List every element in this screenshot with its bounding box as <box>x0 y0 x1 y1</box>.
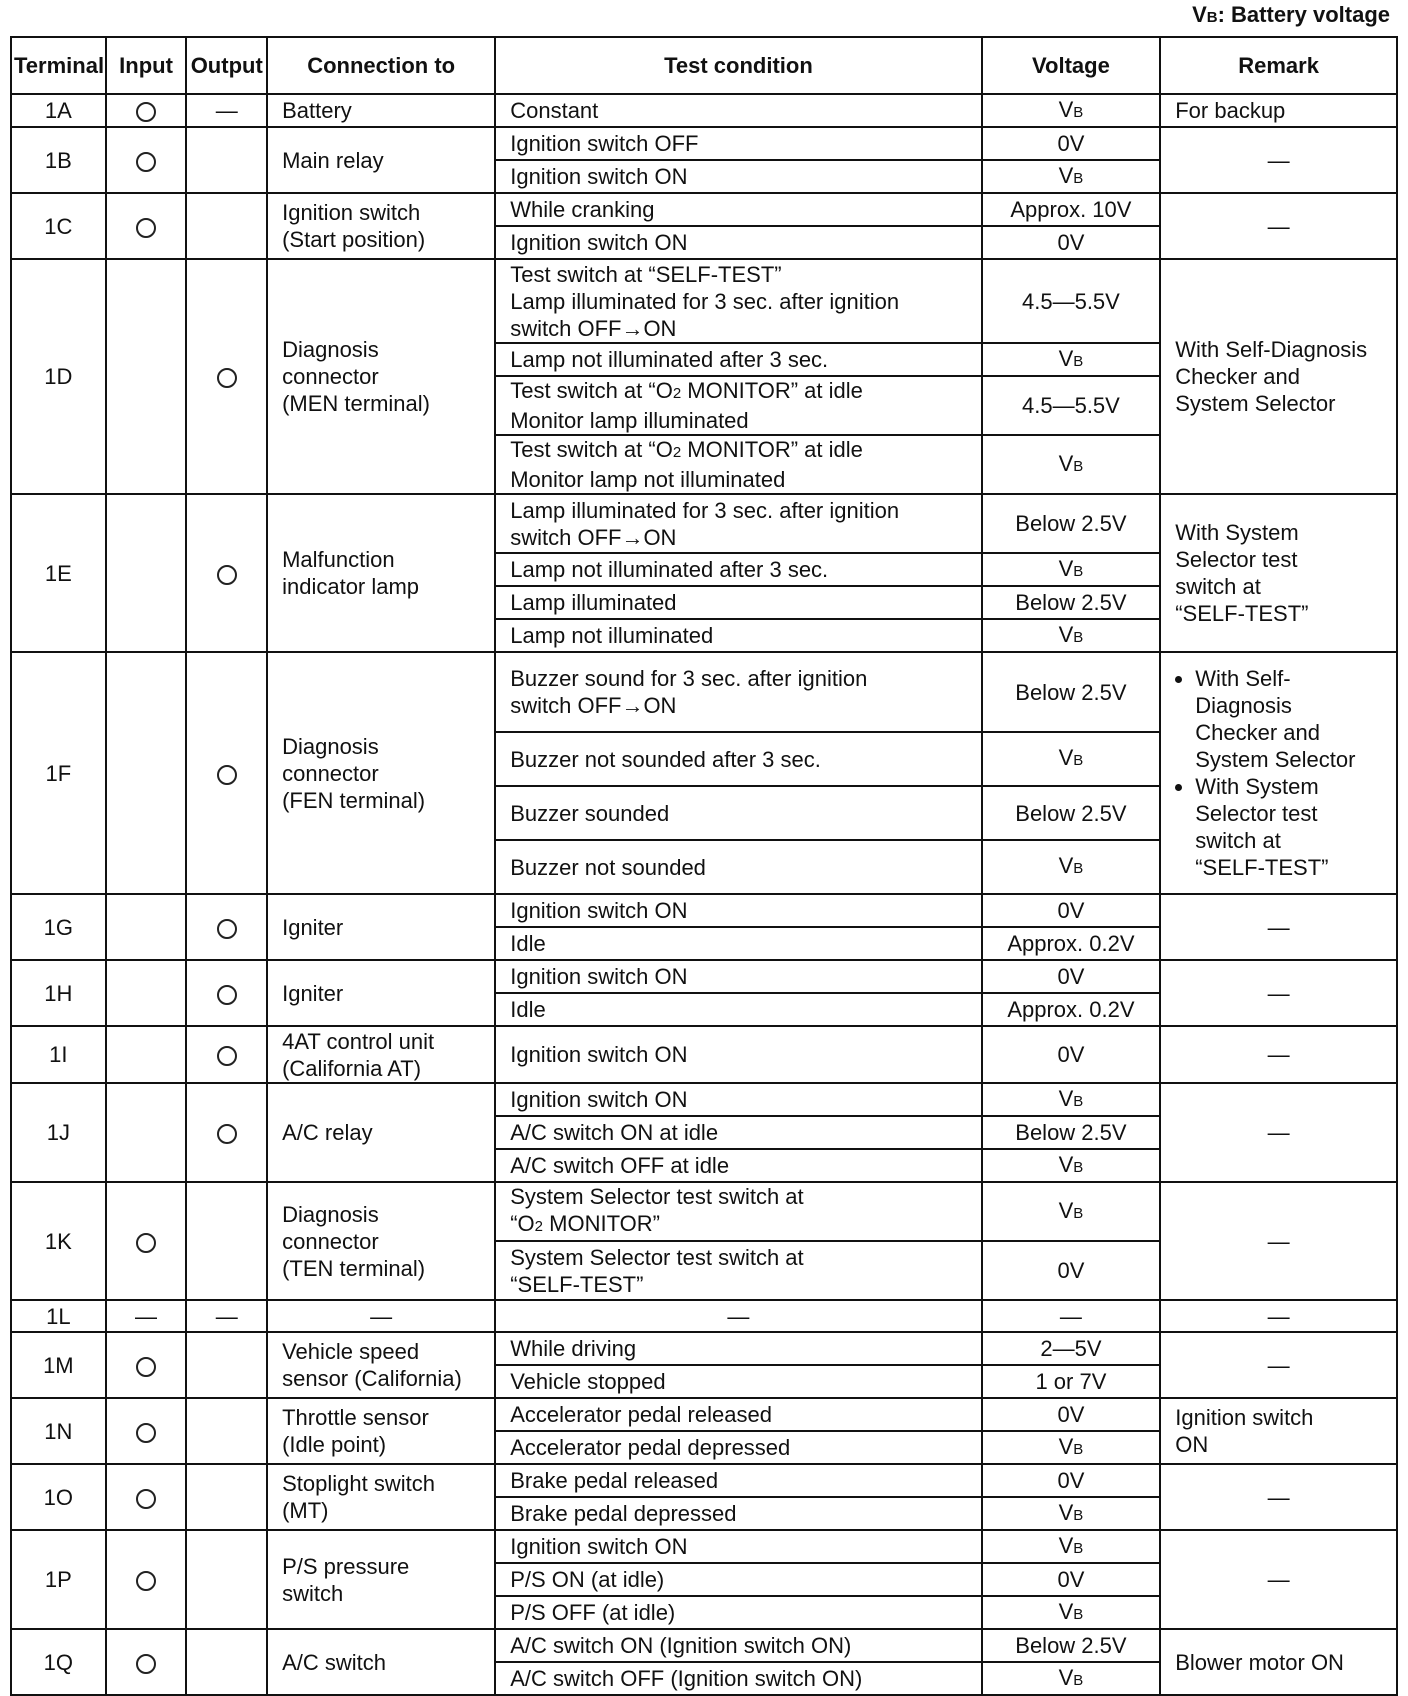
test-condition-cell: A/C switch OFF (Ignition switch ON) <box>495 1662 981 1695</box>
test-condition-cell: Constant <box>495 94 981 127</box>
input-cell: — <box>106 1300 187 1332</box>
output-circle-icon <box>217 919 237 939</box>
voltage-cell: 1 or 7V <box>982 1365 1161 1398</box>
input-cell <box>106 894 187 960</box>
test-condition-cell: While cranking <box>495 193 981 226</box>
input-cell <box>106 1026 187 1083</box>
test-condition-cell: Lamp illuminated <box>495 586 981 619</box>
input-cell <box>106 1464 187 1530</box>
output-cell <box>186 1332 267 1398</box>
input-cell <box>106 1629 187 1695</box>
test-condition-cell: Ignition switch ON <box>495 894 981 927</box>
connection-cell: — <box>267 1300 495 1332</box>
connection-cell: Igniter <box>267 894 495 960</box>
test-condition-cell: Lamp not illuminated <box>495 619 981 652</box>
header-voltage: Voltage <box>982 37 1161 94</box>
voltage-cell: VB <box>982 553 1161 586</box>
output-circle-icon <box>217 765 237 785</box>
voltage-cell: VB <box>982 619 1161 652</box>
test-condition-cell: Brake pedal depressed <box>495 1497 981 1530</box>
header-remark: Remark <box>1160 37 1397 94</box>
input-cell <box>106 94 187 127</box>
input-cell <box>106 1398 187 1464</box>
connection-cell: 4AT control unit (California AT) <box>267 1026 495 1083</box>
voltage-cell: VB <box>982 840 1161 894</box>
test-condition-cell: Vehicle stopped <box>495 1365 981 1398</box>
remark-cell: — <box>1160 1464 1397 1530</box>
terminal-cell: 1N <box>11 1398 106 1464</box>
table-row <box>11 494 1397 553</box>
header-connection: Connection to <box>267 37 495 94</box>
output-cell <box>186 960 267 1026</box>
input-circle-icon <box>136 152 156 172</box>
remark-cell: — <box>1160 960 1397 1026</box>
remark-cell: Ignition switch ON <box>1160 1398 1397 1464</box>
test-condition-cell: System Selector test switch at “SELF-TEST” <box>495 1241 981 1300</box>
remark-cell <box>1160 652 1397 894</box>
test-condition-cell: Ignition switch ON <box>495 1083 981 1116</box>
remark-cell: — <box>1160 1300 1397 1332</box>
table-row <box>11 94 1397 127</box>
connection-cell: Diagnosis connector (MEN terminal) <box>267 259 495 494</box>
table-row <box>11 652 1397 732</box>
voltage-cell: Approx. 0.2V <box>982 927 1161 960</box>
voltage-cell: 2—5V <box>982 1332 1161 1365</box>
test-condition-cell: Idle <box>495 927 981 960</box>
terminal-cell: 1F <box>11 652 106 894</box>
table-row <box>11 960 1397 993</box>
output-cell <box>186 652 267 894</box>
output-circle-icon <box>217 1124 237 1144</box>
test-condition-cell: A/C switch ON at idle <box>495 1116 981 1149</box>
input-circle-icon <box>136 1357 156 1377</box>
terminal-cell: 1A <box>11 94 106 127</box>
connection-cell: Diagnosis connector (TEN terminal) <box>267 1182 495 1300</box>
voltage-cell: 0V <box>982 1241 1161 1300</box>
header-input: Input <box>106 37 187 94</box>
output-circle-icon <box>217 985 237 1005</box>
table-row <box>11 1300 1397 1332</box>
header-output: Output <box>186 37 267 94</box>
voltage-cell: VB <box>982 1149 1161 1182</box>
output-cell <box>186 1026 267 1083</box>
input-cell <box>106 1083 187 1182</box>
test-condition-cell: Lamp not illuminated after 3 sec. <box>495 553 981 586</box>
input-circle-icon <box>136 1233 156 1253</box>
connection-cell: Igniter <box>267 960 495 1026</box>
remark-cell: — <box>1160 1083 1397 1182</box>
output-cell <box>186 1398 267 1464</box>
terminal-cell: 1B <box>11 127 106 193</box>
test-condition-cell: While driving <box>495 1332 981 1365</box>
input-circle-icon <box>136 1423 156 1443</box>
voltage-cell: 0V <box>982 1398 1161 1431</box>
voltage-cell: Below 2.5V <box>982 586 1161 619</box>
output-cell <box>186 1182 267 1300</box>
output-circle-icon <box>217 565 237 585</box>
input-circle-icon <box>136 1654 156 1674</box>
table-row <box>11 1629 1397 1662</box>
terminal-cell: 1Q <box>11 1629 106 1695</box>
test-condition-cell: Ignition switch ON <box>495 1530 981 1563</box>
remark-cell: — <box>1160 894 1397 960</box>
voltage-cell: 0V <box>982 894 1161 927</box>
test-condition-cell: — <box>495 1300 981 1332</box>
voltage-cell: VB <box>982 1530 1161 1563</box>
terminal-cell: 1K <box>11 1182 106 1300</box>
terminal-cell: 1J <box>11 1083 106 1182</box>
test-condition-cell: Brake pedal released <box>495 1464 981 1497</box>
output-cell <box>186 127 267 193</box>
test-condition-cell: Ignition switch OFF <box>495 127 981 160</box>
table-row <box>11 1182 1397 1241</box>
voltage-cell: VB <box>982 1662 1161 1695</box>
voltage-cell: 0V <box>982 127 1161 160</box>
input-circle-icon <box>136 1489 156 1509</box>
input-cell <box>106 259 187 494</box>
output-circle-icon <box>217 368 237 388</box>
voltage-cell: — <box>982 1300 1161 1332</box>
remark-cell: — <box>1160 193 1397 259</box>
voltage-legend: VB: Battery voltage <box>1192 2 1390 27</box>
remark-cell: — <box>1160 127 1397 193</box>
connection-cell: Diagnosis connector (FEN terminal) <box>267 652 495 894</box>
input-cell <box>106 494 187 652</box>
connection-cell: Ignition switch (Start position) <box>267 193 495 259</box>
voltage-cell: Below 2.5V <box>982 494 1161 553</box>
voltage-cell: VB <box>982 94 1161 127</box>
test-condition-cell: Accelerator pedal released <box>495 1398 981 1431</box>
test-condition-cell: Test switch at “O2 MONITOR” at idle Monitor lamp not illuminated <box>495 435 981 494</box>
voltage-cell: Below 2.5V <box>982 1116 1161 1149</box>
voltage-cell: Below 2.5V <box>982 1629 1161 1662</box>
connection-cell: P/S pressure switch <box>267 1530 495 1629</box>
output-cell <box>186 259 267 494</box>
test-condition-cell: Lamp illuminated for 3 sec. after ignition switch OFF→ON <box>495 494 981 553</box>
test-condition-cell: A/C switch ON (Ignition switch ON) <box>495 1629 981 1662</box>
table-row <box>11 259 1397 343</box>
connection-cell: Battery <box>267 94 495 127</box>
remark-cell: — <box>1160 1182 1397 1300</box>
test-condition-cell: Idle <box>495 993 981 1026</box>
terminal-cell: 1L <box>11 1300 106 1332</box>
test-condition-cell: Lamp not illuminated after 3 sec. <box>495 343 981 376</box>
input-circle-icon <box>136 102 156 122</box>
voltage-cell: Approx. 10V <box>982 193 1161 226</box>
table-row <box>11 1398 1397 1431</box>
test-condition-cell: Accelerator pedal depressed <box>495 1431 981 1464</box>
input-cell <box>106 127 187 193</box>
terminal-cell: 1I <box>11 1026 106 1083</box>
terminal-cell: 1M <box>11 1332 106 1398</box>
input-cell <box>106 1530 187 1629</box>
connection-cell: A/C switch <box>267 1629 495 1695</box>
output-circle-icon <box>217 1046 237 1066</box>
output-cell <box>186 1530 267 1629</box>
connection-cell: Vehicle speed sensor (California) <box>267 1332 495 1398</box>
remark-item: • With Self- Diagnosis Checker and System Selector <box>1195 665 1382 773</box>
remark-cell: With System Selector test switch at “SELF-TEST” <box>1160 494 1397 652</box>
voltage-cell: VB <box>982 1083 1161 1116</box>
remark-item: • With System Selector test switch at “SELF-TEST” <box>1195 773 1382 881</box>
terminal-cell: 1G <box>11 894 106 960</box>
terminal-table <box>10 36 1398 1696</box>
test-condition-cell: Ignition switch ON <box>495 960 981 993</box>
input-cell <box>106 1182 187 1300</box>
voltage-cell: 0V <box>982 1464 1161 1497</box>
connection-cell: Throttle sensor (Idle point) <box>267 1398 495 1464</box>
terminal-cell: 1E <box>11 494 106 652</box>
test-condition-cell: Buzzer sound for 3 sec. after ignition switch OFF→ON <box>495 652 981 732</box>
output-cell <box>186 894 267 960</box>
terminal-cell: 1C <box>11 193 106 259</box>
voltage-cell: VB <box>982 435 1161 494</box>
input-circle-icon <box>136 1571 156 1591</box>
input-circle-icon <box>136 218 156 238</box>
terminal-cell: 1P <box>11 1530 106 1629</box>
voltage-cell: Below 2.5V <box>982 786 1161 840</box>
remark-list <box>1175 665 1382 881</box>
output-cell <box>186 1464 267 1530</box>
header-terminal: Terminal <box>11 37 106 94</box>
remark-cell: Blower motor ON <box>1160 1629 1397 1695</box>
terminal-cell: 1O <box>11 1464 106 1530</box>
test-condition-cell: Test switch at “O2 MONITOR” at idle Monitor lamp illuminated <box>495 376 981 435</box>
connection-cell: Main relay <box>267 127 495 193</box>
test-condition-cell: Test switch at “SELF-TEST” Lamp illuminated for 3 sec. after ignition switch OFF→ON <box>495 259 981 343</box>
voltage-cell: Approx. 0.2V <box>982 993 1161 1026</box>
voltage-cell: 4.5—5.5V <box>982 259 1161 343</box>
test-condition-cell: P/S ON (at idle) <box>495 1563 981 1596</box>
output-cell <box>186 193 267 259</box>
output-cell <box>186 1083 267 1182</box>
table-row <box>11 1083 1397 1116</box>
connection-cell: A/C relay <box>267 1083 495 1182</box>
remark-cell: — <box>1160 1332 1397 1398</box>
voltage-cell: Below 2.5V <box>982 652 1161 732</box>
test-condition-cell: Buzzer sounded <box>495 786 981 840</box>
test-condition-cell: A/C switch OFF at idle <box>495 1149 981 1182</box>
remark-cell: — <box>1160 1530 1397 1629</box>
output-cell: — <box>186 94 267 127</box>
test-condition-cell: Buzzer not sounded after 3 sec. <box>495 732 981 786</box>
voltage-cell: 0V <box>982 1026 1161 1083</box>
voltage-cell: VB <box>982 1431 1161 1464</box>
output-cell <box>186 494 267 652</box>
test-condition-cell: Ignition switch ON <box>495 160 981 193</box>
test-condition-cell: Ignition switch ON <box>495 226 981 259</box>
input-cell <box>106 960 187 1026</box>
remark-cell: For backup <box>1160 94 1397 127</box>
input-cell <box>106 193 187 259</box>
table-row <box>11 1464 1397 1497</box>
test-condition-cell: Buzzer not sounded <box>495 840 981 894</box>
table-row <box>11 1026 1397 1083</box>
voltage-cell: VB <box>982 1497 1161 1530</box>
table-row <box>11 127 1397 160</box>
test-condition-cell: System Selector test switch at “O2 MONITOR” <box>495 1182 981 1241</box>
voltage-cell: 0V <box>982 1563 1161 1596</box>
output-cell: — <box>186 1300 267 1332</box>
voltage-cell: VB <box>982 343 1161 376</box>
test-condition-cell: Ignition switch ON <box>495 1026 981 1083</box>
voltage-cell: VB <box>982 1596 1161 1629</box>
table-row <box>11 894 1397 927</box>
header-test-condition: Test condition <box>495 37 981 94</box>
terminal-cell: 1D <box>11 259 106 494</box>
voltage-cell: 4.5—5.5V <box>982 376 1161 435</box>
voltage-cell: VB <box>982 160 1161 193</box>
voltage-cell: 0V <box>982 960 1161 993</box>
input-cell <box>106 1332 187 1398</box>
connection-cell: Stoplight switch (MT) <box>267 1464 495 1530</box>
connection-cell: Malfunction indicator lamp <box>267 494 495 652</box>
test-condition-cell: P/S OFF (at idle) <box>495 1596 981 1629</box>
voltage-cell: VB <box>982 1182 1161 1241</box>
table-row <box>11 1332 1397 1365</box>
remark-cell: With Self-Diagnosis Checker and System Selector <box>1160 259 1397 494</box>
remark-cell: — <box>1160 1026 1397 1083</box>
voltage-cell: 0V <box>982 226 1161 259</box>
input-cell <box>106 652 187 894</box>
table-row <box>11 1530 1397 1563</box>
header-row <box>11 37 1397 94</box>
table-body <box>11 94 1397 1695</box>
output-cell <box>186 1629 267 1695</box>
table-row <box>11 193 1397 226</box>
voltage-cell: VB <box>982 732 1161 786</box>
terminal-cell: 1H <box>11 960 106 1026</box>
